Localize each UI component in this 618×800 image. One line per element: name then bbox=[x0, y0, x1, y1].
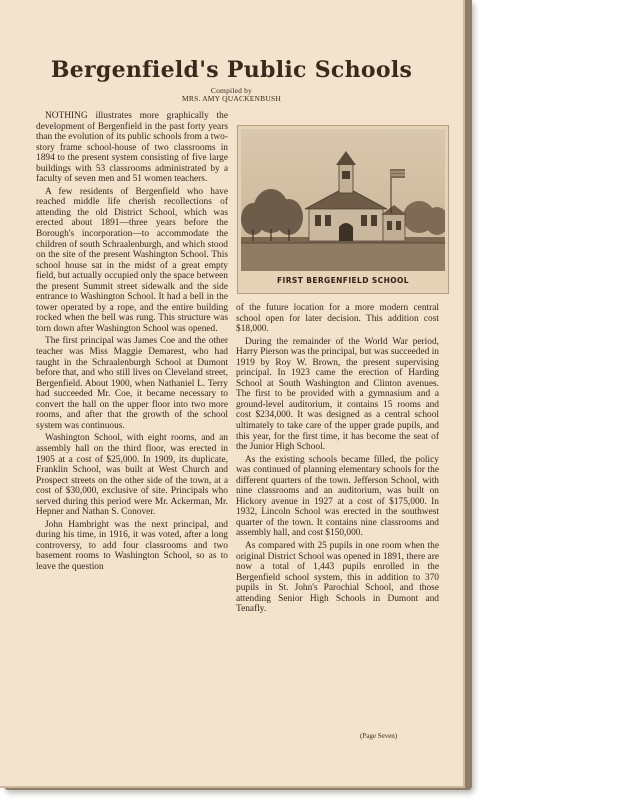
paragraph: As compared with 25 pupils in one room when the original District School was opened in 1891, there are now a total of 1,443 pupils enrolled in the Bergenfield school system, this in addition to 370 pupils in St. John's Parochial School, and those attending Senior High Schools in Dumont and Tenafly. bbox=[236, 541, 439, 615]
school-building-image bbox=[241, 129, 445, 271]
paragraph: During the remainder of the World War period, Harry Pierson was the principal, but was succeeded in 1919 by Roy W. Brown, the present supervising principal. In 1923 came the erection of Harding School at South Washington and Clinton avenues. The first to be provided with a gymnasium and a ground-level auditorium, it contains 15 rooms and cost $234,000. It was designed as a central school ultimately to take care of the upper grade pupils, and this year, for the first time, it has become the seat of the Junior High School. bbox=[236, 336, 439, 453]
author-name: MRS. AMY QUACKENBUSH bbox=[182, 94, 281, 103]
article-title: Bergenfield's Public Schools bbox=[50, 57, 413, 83]
paragraph: John Hambright was the next principal, and during his time, in 1916, it was voted, after a long controversy, to add four classrooms and two basement rooms to Washington School, so as to leave the question bbox=[36, 519, 228, 572]
photo-caption: FIRST BERGENFIELD SCHOOL bbox=[277, 276, 409, 285]
paragraph: A few residents of Bergenfield who have reached middle life cherish recollections of attending the old District School, which was erected about 1891—three years before the Borough's incorporation—to accommodate the children of south Schraalenburgh, and which stood on the site of the present Washington School. This school house sat in the midst of a great empty field, but actually occupied only the space between the present Summit street sidewalk and the side entrance to Washington School. It had a bell in the tower operated by a rope, and the entire building rocked when the bell was rung. This structure was torn down after Washington School was opened. bbox=[36, 186, 228, 334]
school-photo bbox=[241, 129, 445, 271]
byline bbox=[0, 87, 463, 103]
photo-frame bbox=[237, 125, 449, 294]
compiled-by-label: Compiled by bbox=[210, 86, 253, 95]
paragraph: The first principal was James Coe and the other teacher was Miss Maggie Demarest, who had taught in the Schraalenburgh School at Dumont before that, and who still lives on Cleveland street, Bergenfield. About 1900, when Nathaniel L. Terry had succeeded Mr. Coe, it became necessary to convert the hall on the upper floor into two more rooms, and after that the growth of the school system was continuous. bbox=[36, 336, 228, 431]
right-column bbox=[236, 303, 439, 615]
paragraph: of the future location for a more modern central school open for later decision. This addition cost $18,000. bbox=[236, 303, 439, 335]
page-number: (Page Seven) bbox=[360, 732, 398, 740]
paragraph: Washington School, with eight rooms, and an assembly hall on the third floor, was erected in 1905 at a cost of $25,000. In 1909, its duplicate, Franklin School, was built at West Church and Prospect streets on the other side of the town, at a cost of $30,000, exclusive of site. Principals who served during this period were Mr. Ackerman, Mr. Hepner and Nathan S. Conover. bbox=[36, 433, 228, 518]
left-column bbox=[36, 111, 228, 573]
paragraph: NOTHING illustrates more graphically the development of Bergenfield in the past forty years than the evolution of its public schools from a two-story frame school-house of two classrooms in 1894 to the present system consisting of five large buildings with 53 classrooms administrated by a faculty of seven men and 51 women teachers. bbox=[36, 111, 228, 185]
paragraph: As the existing schools became filled, the policy was continued of planning elementary schools for the different quarters of the town. Jefferson School, with nine classrooms and an auditorium, was built on Hickory avenue in 1927 at a cost of $175,000. In 1932, Lincoln School was erected in the southwest quarter of the town. It contains nine classrooms and assembly hall, and cost $150,000. bbox=[236, 454, 439, 539]
